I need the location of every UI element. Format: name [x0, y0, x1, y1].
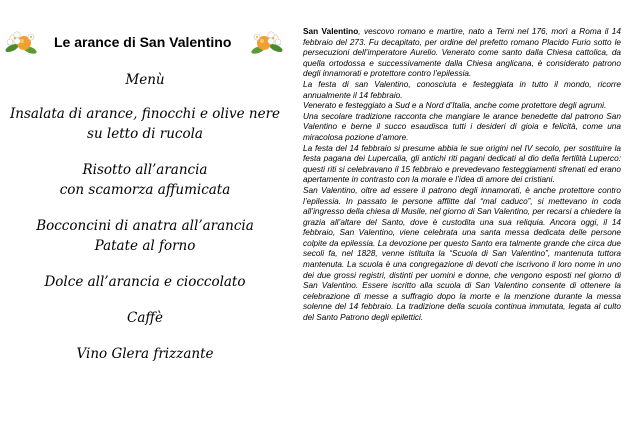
dish-line: Vino Glera frizzante [76, 346, 214, 362]
article-paragraph: La festa di san Valentino, conosciuta e festeggiata in tutto il mondo, ricorre annualmente il 14 febbraio. [303, 79, 621, 100]
dish-line: Bocconcini di anatra all’arancia [36, 218, 254, 234]
orange-blossom-icon [250, 26, 284, 60]
menu-dish [0, 272, 290, 292]
menu-heading: Menù [125, 72, 165, 88]
menu-header [4, 26, 290, 60]
dish-line: Insalata di arance, finocchi e olive nere [9, 106, 281, 122]
menu-dish [0, 308, 290, 328]
article-paragraph [303, 27, 621, 80]
article-paragraph: Venerato e festeggiato a Sud e a Nord d’Italia, anche come protettore degli agrumi. [303, 101, 607, 111]
dish-line: Patate al forno [94, 238, 196, 254]
menu-dish [0, 216, 290, 256]
article-text [303, 27, 621, 324]
article-paragraph: La festa del 14 febbraio si presume abbia le sue origini nel IV secolo, per sostituire la festa pagana dei Lupercalia, gli antichi riti pagani dedicati al dio della fertilità Luperco: questi riti si celebravano il 15 febbraio e prevedevano festeggiamenti sfrenati ed erano apertamente in contrasto con la morale e l’idea di amore dei cristiani. [303, 143, 621, 185]
menu-list [0, 70, 290, 380]
article-lead-name: San Valentino [303, 27, 359, 36]
dish-line: Dolce all’arancia e cioccolato [44, 274, 246, 290]
article-lead-text: , vescovo romano e martire, nato a Terni nel 176, morì a Roma il 14 febbraio del 273. Fu decapitato, per ordine del prefetto romano Placido Furio sotto le persecuzioni dell’imperatore Aurelio. Venerato come santo dalla Chiesa cattolica, da quella ortodossa e successivamente dalla Chiesa anglicana, è considerato patrono degli innamorati e protettore contro l’epilessia. [303, 27, 621, 79]
article-paragraph: San Valentino, oltre ad essere il patrono degli innamorati, è anche protettore contro l’epilessia. In passato le persone afflitte dal “mal caduco”, si mettevano in coda all’ingresso della chiesa di Musile, nel giorno di San Valentino, per recarsi a chiedere la grazia all’altare del Santo, dove è custodita una sua reliquia. Ancora oggi, il 14 febbraio, San Valentino, viene celebrata una santa messa dedicata delle persone colpite da epilessia. La devozione per questo Santo era talmente grande che circa due secoli fa, nel 1828, venne istituita la “Scuola di San Valentino”, mantenuta tuttora mantenuta. La scuola è una congregazione di devoti che iscrivono il loro nome in uno dei due grossi registri, distinti per uomini e donne, che vengono esposti nel giorno di San Valentino. Essere iscritto alla scuola di San Valentino consente di ottenere la celebrazione di messe a suffragio dopo la morte e la menzione durante la messa solenne del 14 febbraio. La tradizione della scuola continua immutata, legata al culto del Santo Patrono degli epilettici. [303, 185, 621, 323]
dish-line: Risotto all’arancia [82, 162, 208, 178]
menu-dish [0, 160, 290, 200]
menu-panel [0, 0, 290, 448]
dish-line: su letto di rucola [87, 126, 203, 142]
article-paragraph: Una secolare tradizione racconta che mangiare le arance benedette dal patrono San Valentino e berne il succo esaudisca tutti i desideri di gioia e felicità, come una miracolosa pozione d’amore. [303, 111, 621, 142]
menu-dish [0, 104, 290, 144]
dish-line: con scamorza affumicata [59, 182, 231, 198]
orange-blossom-icon [4, 26, 38, 60]
menu-dish [0, 344, 290, 364]
menu-page-title: Le arance di San Valentino [54, 34, 232, 50]
dish-line: Caffè [127, 310, 163, 326]
